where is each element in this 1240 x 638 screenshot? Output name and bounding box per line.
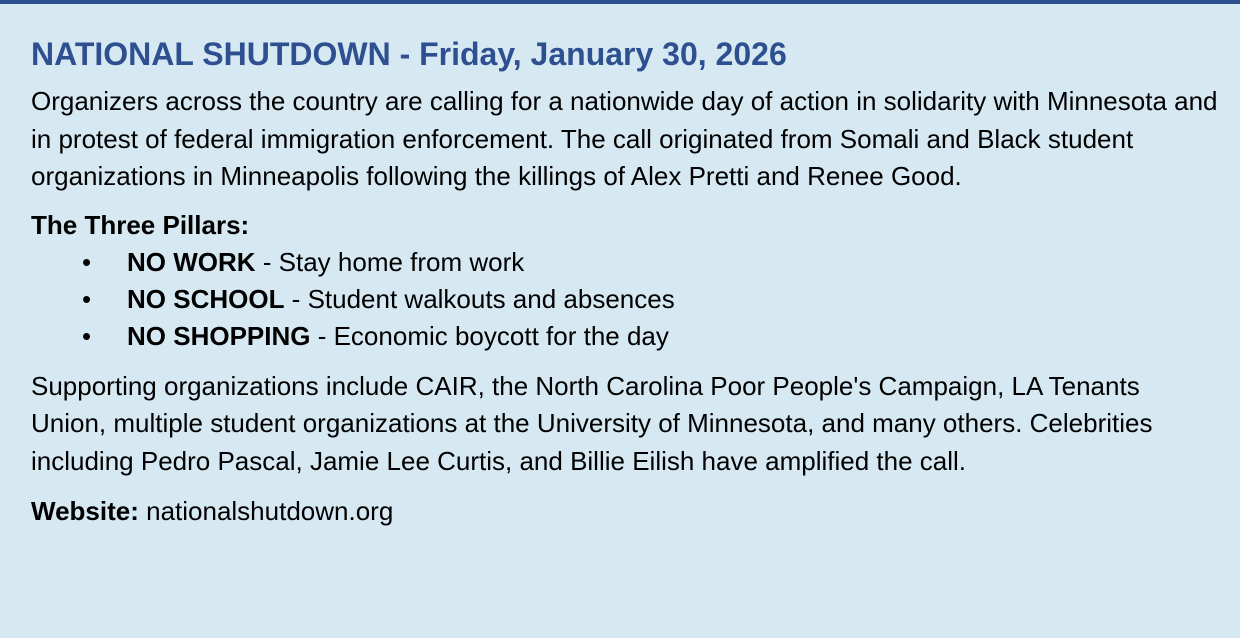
pillar-name: NO SHOPPING [127,320,311,351]
pillar-item-no-shopping [31,318,1240,355]
pillars-list [31,244,1240,355]
bullet-icon: • [82,283,92,314]
pillar-item-no-school [31,281,1240,318]
pillar-name: NO SCHOOL [127,283,285,314]
pillar-description: Stay home from work [278,246,525,277]
intro-paragraph: Organizers across the country are calling for a nationwide day of action in solidarity with Minnesota and in protest of federal immigration enforcement. The call originated from Somali and Black student organizations in Minneapolis following the killings of Alex Pretti and Renee Good. [31,86,1218,191]
pillar-item-no-work [31,244,1240,281]
bullet-icon: • [82,246,92,277]
website-url: nationalshutdown.org [146,496,394,526]
website-label: Website: [31,496,139,526]
pillar-name: NO WORK [127,246,256,277]
notice-title: NATIONAL SHUTDOWN - Friday, January 30, 2026 [31,36,787,72]
pillar-description: Student walkouts and absences [307,283,675,314]
bullet-icon: • [82,320,92,351]
supporting-paragraph: Supporting organizations include CAIR, the North Carolina Poor People's Campaign, LA Tenants Union, multiple student organizations at the University of Minnesota, and many others. Celebrities including Pedro Pascal, Jamie Lee Curtis, and Billie Eilish have amplified the call. [31,370,1153,476]
website-line [31,493,1240,530]
pillar-separator: - [284,283,308,314]
pillars-heading: The Three Pillars: [31,209,250,240]
pillar-description: Economic boycott for the day [333,320,669,351]
pillar-separator: - [310,320,334,351]
pillar-separator: - [255,246,279,277]
